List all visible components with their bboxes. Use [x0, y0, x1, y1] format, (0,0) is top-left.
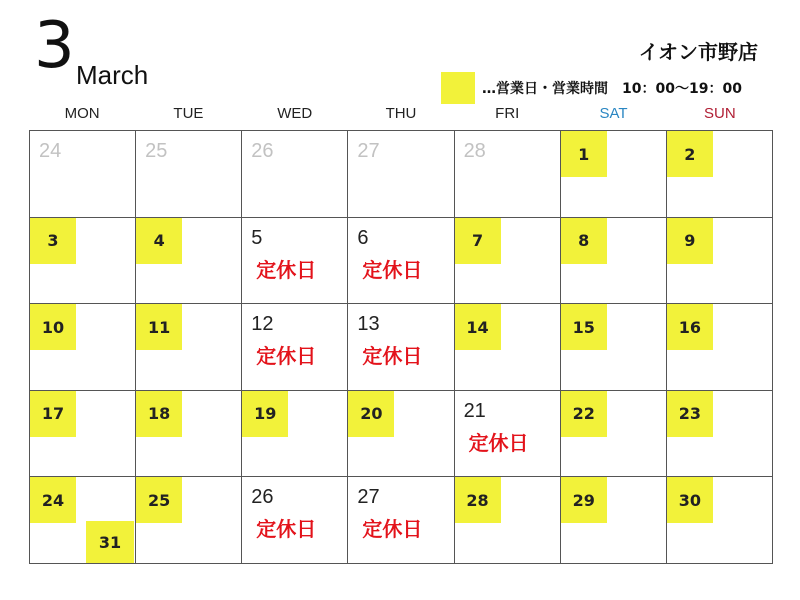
day-number: 1 — [561, 131, 607, 177]
weekday-sun: SUN — [703, 105, 736, 122]
legend-text: …営業日・営業時間 10：00〜19：00 — [482, 81, 742, 97]
calendar-cell — [561, 131, 667, 218]
weekday-fri: FRI — [495, 105, 520, 122]
calendar-cell — [667, 477, 773, 564]
day-number: 21 — [463, 399, 486, 422]
weekday-header-row — [29, 104, 773, 124]
month-name: March — [76, 60, 149, 90]
calendar-cell — [455, 391, 561, 478]
calendar-cell-prev-month — [136, 131, 242, 218]
day-number: 25 — [136, 477, 182, 523]
prev-month-day-number: 26 — [251, 140, 274, 162]
calendar-day-31: 31 — [86, 521, 134, 563]
calendar-cell — [30, 218, 136, 305]
day-number: 15 — [561, 304, 607, 350]
calendar-cell-prev-month — [242, 131, 348, 218]
calendar-grid — [29, 130, 773, 564]
day-number: 28 — [455, 477, 501, 523]
calendar-cell — [242, 304, 348, 391]
day-number: 20 — [348, 391, 394, 437]
day-number: 22 — [561, 391, 607, 437]
calendar-cell — [136, 218, 242, 305]
calendar-cell — [455, 218, 561, 305]
legend-swatch — [441, 72, 475, 104]
calendar-cell-prev-month — [455, 131, 561, 218]
calendar-cell-prev-month — [30, 131, 136, 218]
closed-day-label: 定休日 — [362, 517, 423, 542]
prev-month-day-number: 28 — [463, 140, 486, 162]
calendar-cell — [30, 391, 136, 478]
month-number: 3 — [34, 9, 75, 83]
day-number: 17 — [30, 391, 76, 437]
closed-day-label: 定休日 — [468, 430, 529, 455]
day-number: 16 — [667, 304, 713, 350]
calendar-cell — [455, 304, 561, 391]
prev-month-day-number: 27 — [357, 140, 380, 162]
calendar-cell — [242, 218, 348, 305]
day-number: 9 — [667, 218, 713, 264]
day-number: 6 — [357, 226, 369, 249]
day-number: 4 — [136, 218, 182, 264]
day-number: 24 — [30, 477, 76, 523]
calendar-cell — [667, 391, 773, 478]
day-number: 19 — [242, 391, 288, 437]
calendar-cell — [455, 477, 561, 564]
day-number: 10 — [30, 304, 76, 350]
closed-day-label: 定休日 — [256, 517, 317, 542]
prev-month-day-number: 25 — [145, 140, 168, 162]
day-number: 13 — [357, 313, 380, 336]
weekday-mon: MON — [64, 105, 100, 122]
closed-day-label: 定休日 — [362, 257, 423, 282]
calendar-cell — [348, 391, 454, 478]
day-number: 14 — [455, 304, 501, 350]
calendar-cell — [136, 477, 242, 564]
calendar-cell — [561, 477, 667, 564]
calendar-cell — [348, 304, 454, 391]
weekday-thu: THU — [385, 105, 417, 122]
weekday-sat: SAT — [599, 105, 628, 122]
calendar-cell — [561, 218, 667, 305]
calendar-cell — [561, 391, 667, 478]
calendar-cell — [136, 391, 242, 478]
calendar-cell — [242, 391, 348, 478]
weekday-wed: WED — [277, 105, 313, 122]
day-number: 3 — [30, 218, 76, 264]
day-number: 29 — [561, 477, 607, 523]
calendar-cell — [667, 304, 773, 391]
weekday-tue: TUE — [173, 105, 204, 122]
day-number: 5 — [251, 226, 263, 249]
calendar-cell-prev-month — [348, 131, 454, 218]
prev-month-day-number: 24 — [39, 140, 62, 162]
day-number: 2 — [667, 131, 713, 177]
closed-day-label: 定休日 — [256, 257, 317, 282]
calendar-cell — [667, 218, 773, 305]
day-number: 27 — [357, 486, 380, 509]
closed-day-label: 定休日 — [256, 344, 317, 369]
day-number: 26 — [251, 486, 274, 509]
calendar-cell — [30, 304, 136, 391]
calendar-cell — [242, 477, 348, 564]
day-number: 30 — [667, 477, 713, 523]
day-number: 8 — [561, 218, 607, 264]
day-number: 7 — [455, 218, 501, 264]
day-number: 23 — [667, 391, 713, 437]
day-number: 11 — [136, 304, 182, 350]
closed-day-label: 定休日 — [362, 344, 423, 369]
day-number: 18 — [136, 391, 182, 437]
calendar-cell — [348, 218, 454, 305]
calendar-cell — [136, 304, 242, 391]
calendar-cell — [561, 304, 667, 391]
calendar-cell — [348, 477, 454, 564]
day-number: 12 — [251, 313, 274, 336]
store-name: イオン市野店 — [638, 40, 758, 64]
calendar-cell — [667, 131, 773, 218]
